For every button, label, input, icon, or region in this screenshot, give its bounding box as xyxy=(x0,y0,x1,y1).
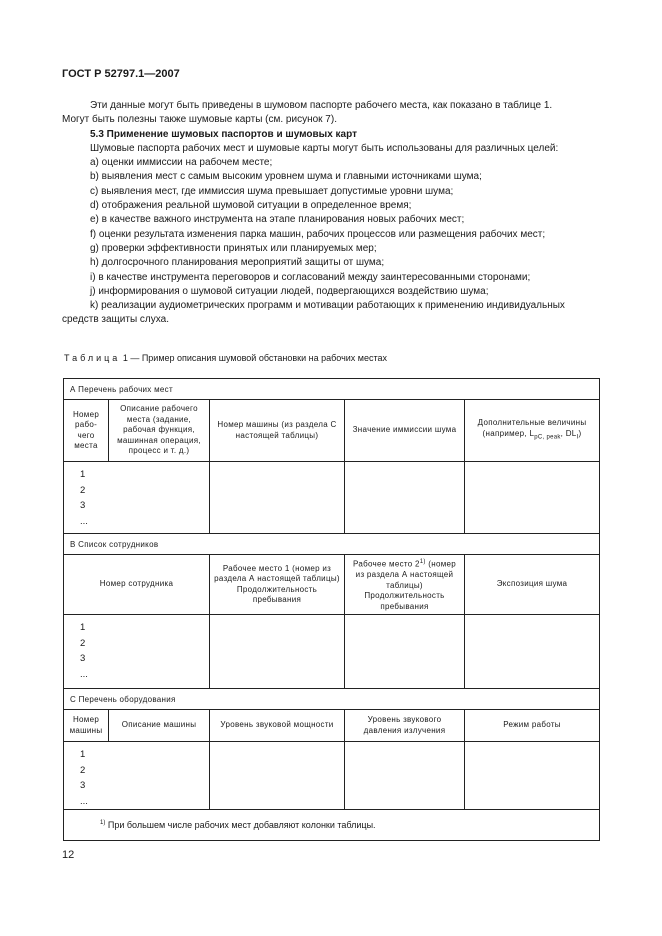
row-numbers-cell xyxy=(64,615,210,689)
additional-values-mid: , DL xyxy=(560,428,577,438)
list-item: h) долгосрочного планирования мероприятий защиты от шума; xyxy=(90,257,385,269)
col-header-employee-number: Номер сотрудника xyxy=(64,555,210,615)
row-numbers xyxy=(64,615,209,682)
row-number: 2 xyxy=(80,484,86,496)
col-header-workplace-description: Описание рабочего места (задание, рабочая функция, машинная операция, процесс и т. д.) xyxy=(109,400,210,462)
section-a-data-row xyxy=(64,462,600,534)
footnote-ref: 1) xyxy=(419,559,426,565)
additional-values-end: ) xyxy=(578,428,582,438)
section-b-data-row xyxy=(64,615,600,689)
col-header-workplace-1: Рабочее место 1 (номер из раздела А настоящей таблицы) Продолжительность пребывания xyxy=(210,555,345,615)
list-item: k) реализации аудиометрических программ и мотивации работающих к применению индивидуальных средств защиты слуха. xyxy=(62,300,565,326)
section-c-data-row xyxy=(64,742,600,810)
section-heading: 5.3 Применение шумовых паспортов и шумовых карт xyxy=(90,128,357,140)
footnote xyxy=(64,810,600,841)
footnote-mark: 1) xyxy=(100,820,106,827)
table-caption xyxy=(64,353,387,363)
section-c-title-row xyxy=(64,689,600,710)
section-a-title-row xyxy=(64,379,600,400)
list-item: c) выявления мест, где иммиссия шума превышает допустимые уровни шума; xyxy=(90,185,454,197)
col-header-immission-value: Значение иммиссии шума xyxy=(345,400,465,462)
footnote-row xyxy=(64,810,600,841)
row-numbers xyxy=(64,462,209,529)
noise-table xyxy=(63,378,600,841)
table-cell xyxy=(210,742,345,810)
table-cell xyxy=(345,462,465,534)
row-number: 1 xyxy=(80,622,86,634)
page-number: 12 xyxy=(62,849,75,861)
table-cell xyxy=(465,462,600,534)
col-header-workplace-number: Номер рабо-чего места xyxy=(64,400,109,462)
list-item: f) оценки результата изменения парка машин, рабочих процессов или размещения рабочих мест; xyxy=(90,228,546,240)
list-item: а) оценки иммиссии на рабочем месте; xyxy=(90,157,273,169)
col-header-additional-values xyxy=(465,400,600,462)
list-item: i) в качестве инструмента переговоров и согласований между заинтересованными сторонами; xyxy=(90,271,531,283)
footnote-text: При большем числе рабочих мест добавляют колонки таблицы. xyxy=(107,820,376,831)
section-b-title: В Список сотрудников xyxy=(64,534,600,555)
additional-values-sub2: I xyxy=(576,434,579,441)
table-cell xyxy=(210,615,345,689)
additional-values-sub: pC, peak xyxy=(534,434,561,441)
table-cell xyxy=(465,742,600,810)
table-caption-text: 1 — Пример описания шумовой обстановки на рабочих местах xyxy=(122,353,388,363)
section-c-header-row xyxy=(64,710,600,742)
row-number: ... xyxy=(80,668,88,680)
additional-values-text: Дополнительные величины (например, xyxy=(477,418,587,438)
row-numbers-cell xyxy=(64,462,210,534)
row-numbers-cell xyxy=(64,742,210,810)
row-number: 1 xyxy=(80,749,86,761)
intro-paragraph: Эти данные могут быть приведены в шумовом паспорте рабочего места, как показано в таблице 1. xyxy=(90,100,553,111)
col-header-workplace-2 xyxy=(345,555,465,615)
table-cell xyxy=(465,615,600,689)
table-caption-word: Таблица xyxy=(64,353,121,363)
list-item: b) выявления мест с самым высоким уровнем шума и главными источниками шума; xyxy=(90,171,482,183)
col-header-noise-exposure: Экспозиция шума xyxy=(465,555,600,615)
workplace-2-detail: (номер из раздела А настоящей таблицы) Продолжительность пребывания xyxy=(355,559,456,611)
col-header-machine-description: Описание машины xyxy=(109,710,210,742)
workplace-2-label: Рабочее место 2 xyxy=(352,559,420,569)
table-cell xyxy=(345,615,465,689)
table-cell xyxy=(210,462,345,534)
row-number: ... xyxy=(80,515,88,527)
section-lead: Шумовые паспорта рабочих мест и шумовые карты могут быть использованы для различных целей: xyxy=(90,142,559,154)
col-header-operating-mode: Режим работы xyxy=(465,710,600,742)
intro-paragraph-2: Могут быть полезны также шумовые карты (см. рисунок 7). xyxy=(62,114,337,126)
table-cell xyxy=(345,742,465,810)
list-item: d) отображения реальной шумовой ситуации в определенное время; xyxy=(90,200,412,212)
col-header-machine-number: Номер машины (из раздела С настоящей таблицы) xyxy=(210,400,345,462)
list-item: j) информирования о шумовой ситуации людей, подвергающихся воздействию шума; xyxy=(90,285,489,297)
row-number: 3 xyxy=(80,653,86,665)
section-a-title: А Перечень рабочих мест xyxy=(64,379,600,400)
section-b-title-row xyxy=(64,534,600,555)
col-header-sound-power: Уровень звуковой мощности xyxy=(210,710,345,742)
body-text xyxy=(62,99,602,328)
col-header-emission-pressure: Уровень звукового давления излучения xyxy=(345,710,465,742)
list-item: е) в качестве важного инструмента на этапе планирования новых рабочих мест; xyxy=(90,214,465,226)
row-number: 3 xyxy=(80,780,86,792)
row-number: 2 xyxy=(80,637,86,649)
additional-values-symbol: L xyxy=(529,428,535,438)
row-numbers xyxy=(64,742,209,809)
section-b-header-row xyxy=(64,555,600,615)
row-number: 2 xyxy=(80,764,86,776)
document-id: ГОСТ Р 52797.1—2007 xyxy=(62,68,180,80)
row-number: 1 xyxy=(80,469,86,480)
row-number: 3 xyxy=(80,500,86,511)
row-number: ... xyxy=(80,795,88,807)
list-item: g) проверки эффективности принятых или планируемых мер; xyxy=(90,242,377,254)
col-header-machine-number: Номер машины xyxy=(64,710,109,742)
section-a-header-row xyxy=(64,400,600,462)
section-c-title: С Перечень оборудования xyxy=(64,689,600,710)
